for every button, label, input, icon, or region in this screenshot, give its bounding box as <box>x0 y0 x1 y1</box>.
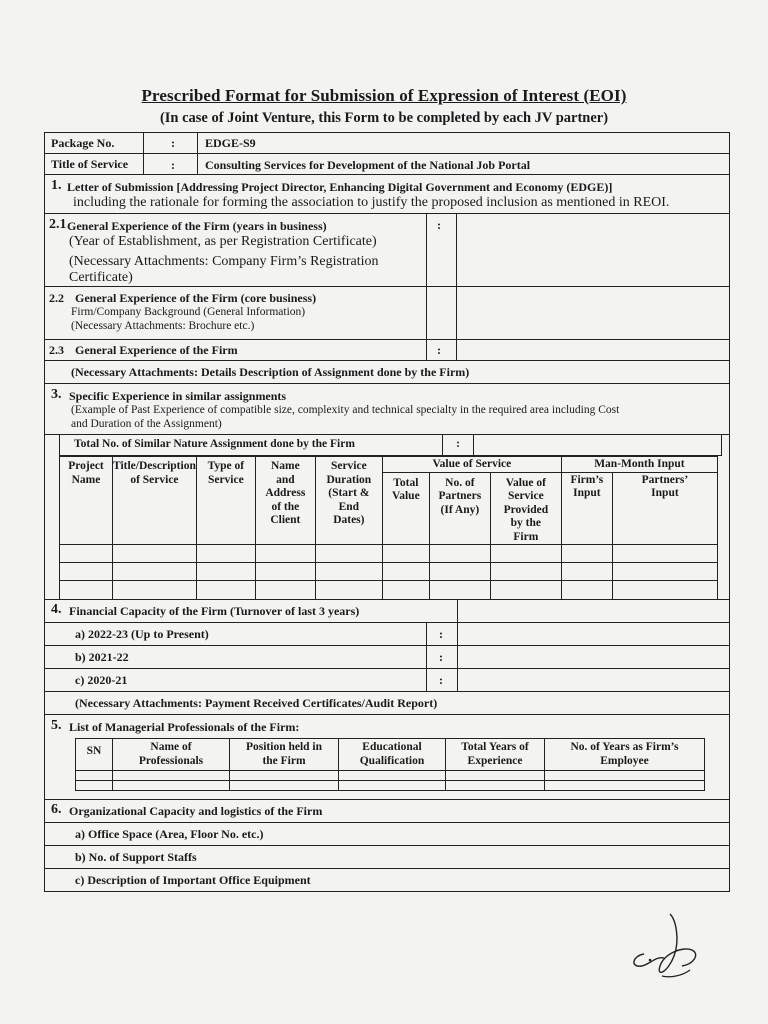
col-service-duration: Service Duration (Start & End Dates) <box>315 457 382 545</box>
section-2-3-colon: : <box>437 343 441 357</box>
col-group-man-month: Man-Month Input <box>561 457 717 473</box>
section-2-3-number: 2.3 <box>49 343 64 357</box>
col-sn: SN <box>76 739 113 771</box>
professionals-table <box>75 738 705 791</box>
section-2-1-heading: General Experience of the Firm (years in business) <box>67 219 327 233</box>
section-4-row <box>45 600 729 623</box>
section-2-1-row <box>45 214 729 287</box>
section-2-1-line3: Certificate) <box>69 270 133 285</box>
signature-image <box>620 906 710 986</box>
section-5-heading: List of Managerial Professionals of the Firm: <box>69 720 300 734</box>
section-2-1-line2: (Necessary Attachments: Company Firm’s Registration <box>69 254 379 269</box>
turnover-2020-21-colon: : <box>439 673 443 687</box>
section-1-line1: Letter of Submission [Addressing Project Director, Enhancing Digital Government and Economy (EDGE)] <box>67 180 613 194</box>
support-staffs-row <box>45 846 729 869</box>
section-3-table-block <box>45 435 729 600</box>
col-total-value: Total Value <box>382 472 429 545</box>
col-project-name: Project Name <box>60 457 113 545</box>
section-2-3-attachment-row <box>45 361 729 384</box>
section-2-2-line1: Firm/Company Background (General Information) <box>71 306 306 318</box>
section-4-number: 4. <box>51 602 62 617</box>
section-2-3-attachment: (Necessary Attachments: Details Description of Assignment done by the Firm) <box>71 365 470 379</box>
turnover-2022-23-label: a) 2022-23 (Up to Present) <box>75 627 209 641</box>
service-value: Consulting Services for Development of the National Job Portal <box>205 158 531 172</box>
turnover-2021-22-label: b) 2021-22 <box>75 650 129 664</box>
turnover-2021-22-row <box>45 646 729 669</box>
eoi-form-table <box>44 132 730 892</box>
support-staffs-label: b) No. of Support Staffs <box>75 850 197 864</box>
professionals-empty-row <box>76 771 705 781</box>
assignment-empty-row <box>60 545 718 563</box>
service-label: Title of Service <box>51 157 129 171</box>
col-partners-input: Partners’ Input <box>612 472 717 545</box>
package-value: EDGE-S9 <box>205 136 256 150</box>
professionals-empty-row <box>76 781 705 791</box>
page-subtitle: (In case of Joint Venture, this Form to be completed by each JV partner) <box>159 110 609 126</box>
section-2-1-colon: : <box>437 218 441 232</box>
col-firm-value: Value of Service Provided by the Firm <box>490 472 561 545</box>
col-firm-input: Firm’s Input <box>561 472 612 545</box>
section-3-number: 3. <box>51 387 62 402</box>
section-2-3-row <box>45 340 729 361</box>
col-client: Name and Address of the Client <box>255 457 315 545</box>
package-row <box>45 133 729 154</box>
service-row <box>45 154 729 175</box>
section-1-line2: including the rationale for forming the association to justify the proposed inclusion as mentioned in REOI. <box>73 195 670 210</box>
section-5-block <box>45 715 729 800</box>
assignment-details-table <box>59 456 718 599</box>
col-position-held: Position held in the Firm <box>230 739 339 771</box>
section-4-attachment-row <box>45 692 729 715</box>
section-3-line2: and Duration of the Assignment) <box>71 418 222 430</box>
turnover-2021-22-colon: : <box>439 650 443 664</box>
section-2-1-line1: (Year of Establishment, as per Registration Certificate) <box>69 234 377 249</box>
section-2-1-number: 2.1 <box>49 217 67 232</box>
assignment-total-value <box>474 435 722 455</box>
col-educational-qualification: Educational Qualification <box>339 739 446 771</box>
turnover-2020-21-row <box>45 669 729 692</box>
turnover-2020-21-label: c) 2020-21 <box>75 673 128 687</box>
turnover-2022-23-row <box>45 623 729 646</box>
section-2-2-number: 2.2 <box>49 291 64 305</box>
section-3-row <box>45 384 729 435</box>
section-6-heading: Organizational Capacity and logistics of the Firm <box>69 804 323 818</box>
office-equipment-row <box>45 869 729 891</box>
section-2-2-line2: (Necessary Attachments: Brochure etc.) <box>71 320 255 332</box>
section-2-3-heading: General Experience of the Firm <box>75 343 238 357</box>
section-6-number: 6. <box>51 802 62 817</box>
section-5-number: 5. <box>51 718 62 733</box>
section-3-heading: Specific Experience in similar assignments <box>69 389 287 403</box>
page-title: Prescribed Format for Submission of Expression of Interest (EOI) <box>141 86 627 105</box>
office-space-label: a) Office Space (Area, Floor No. etc.) <box>75 827 264 841</box>
package-colon: : <box>171 136 175 150</box>
col-partners: No. of Partners (If Any) <box>429 472 490 545</box>
service-colon: : <box>171 158 175 172</box>
section-2-2-heading: General Experience of the Firm (core business) <box>75 291 317 305</box>
section-1-number: 1. <box>51 178 62 193</box>
col-type-of-service: Type of Service <box>196 457 255 545</box>
assignment-total-label: Total No. of Similar Nature Assignment done by the Firm <box>60 435 443 455</box>
col-total-years: Total Years of Experience <box>446 739 545 771</box>
section-4-heading: Financial Capacity of the Firm (Turnover of last 3 years) <box>69 604 360 618</box>
turnover-2022-23-colon: : <box>439 627 443 641</box>
section-4-attachment: (Necessary Attachments: Payment Received Certificates/Audit Report) <box>75 696 438 710</box>
package-label: Package No. <box>51 136 115 150</box>
assignment-empty-row <box>60 581 718 599</box>
col-years-as-employee: No. of Years as Firm’s Employee <box>545 739 705 771</box>
assignment-total-colon: : <box>443 435 474 455</box>
col-name-of-professionals: Name of Professionals <box>113 739 230 771</box>
section-2-2-row <box>45 287 729 340</box>
office-equipment-label: c) Description of Important Office Equipment <box>75 873 311 887</box>
section-3-line1: (Example of Past Experience of compatible size, complexity and technical specialty in the required area including Cost <box>71 404 620 416</box>
section-6-row <box>45 800 729 823</box>
col-group-value-of-service: Value of Service <box>382 457 561 473</box>
assignment-empty-row <box>60 563 718 581</box>
section-1-row <box>45 175 729 214</box>
col-title-description: Title/Description of Service <box>113 457 197 545</box>
office-space-row <box>45 823 729 846</box>
assignment-total-table <box>59 435 722 456</box>
